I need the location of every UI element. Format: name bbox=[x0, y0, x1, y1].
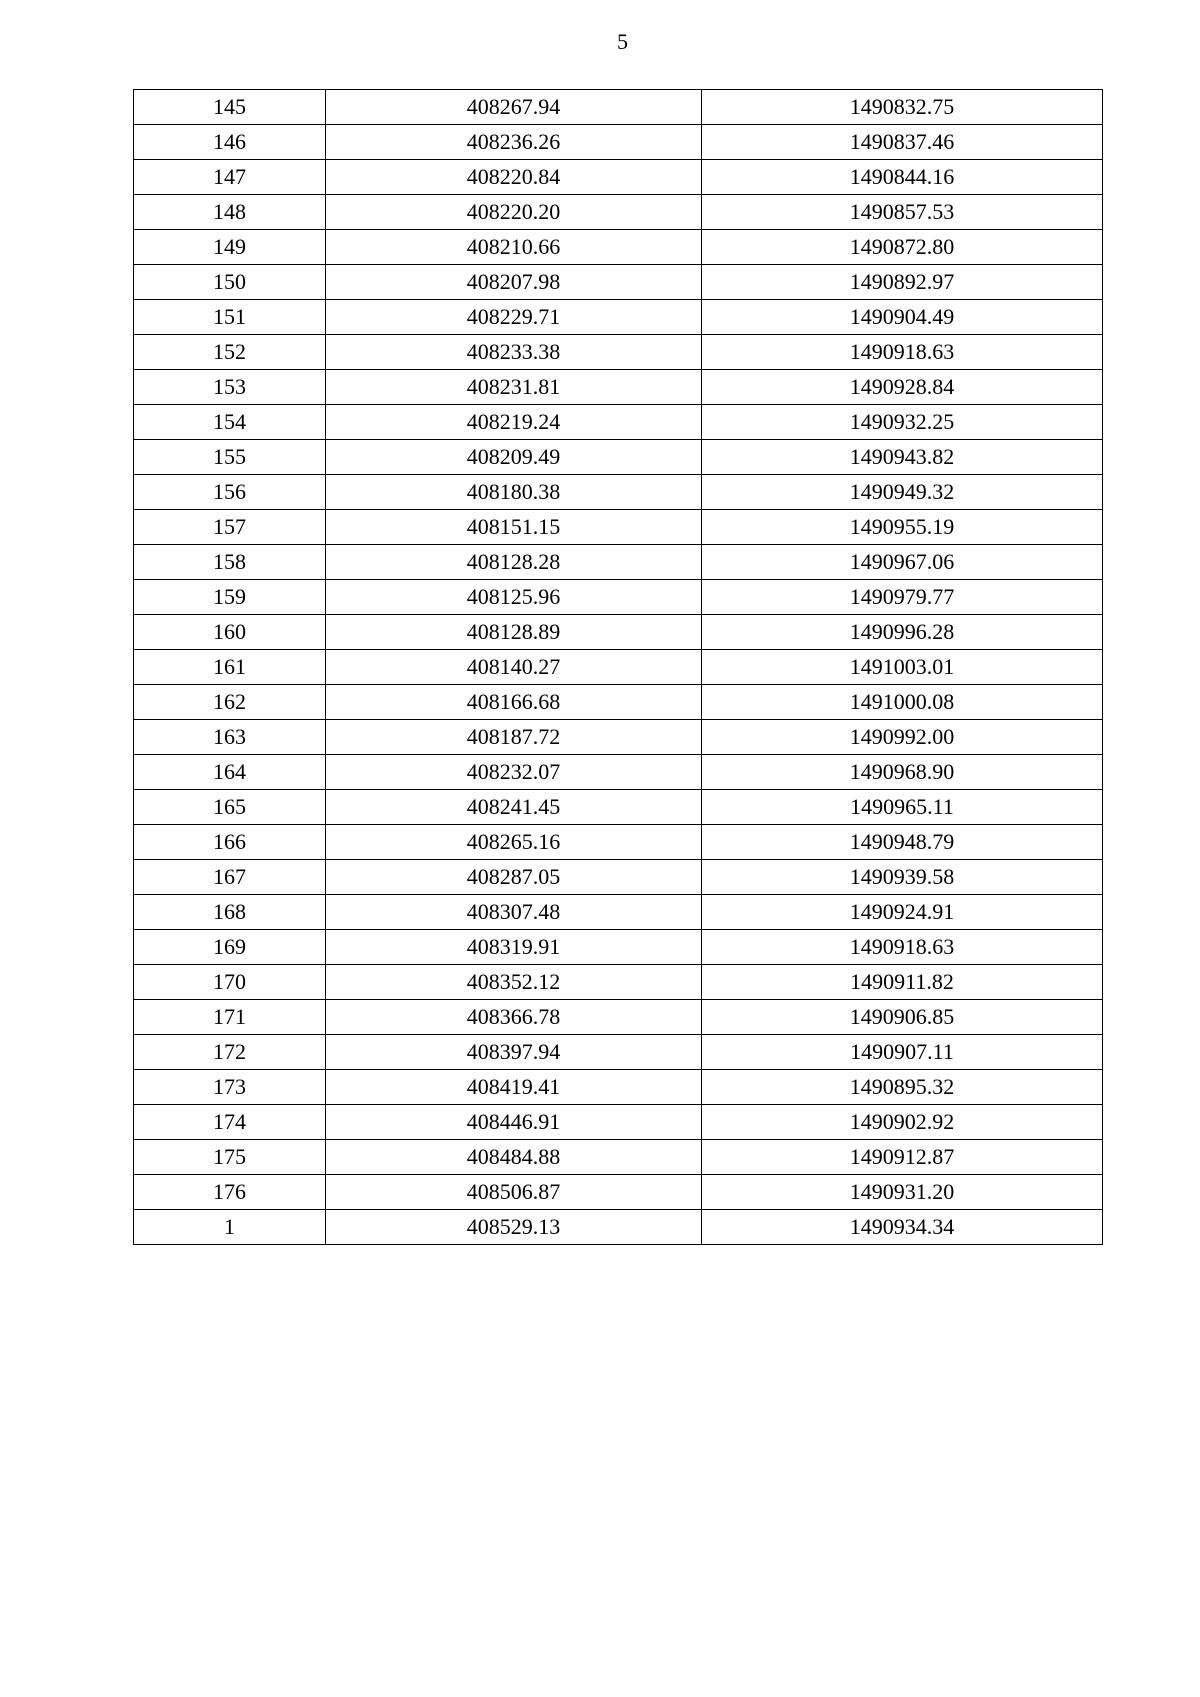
x-coordinate-cell: 408219.24 bbox=[326, 405, 702, 440]
point-number-cell: 175 bbox=[134, 1140, 326, 1175]
y-coordinate-cell: 1490844.16 bbox=[702, 160, 1103, 195]
point-number-cell: 157 bbox=[134, 510, 326, 545]
table-row bbox=[134, 1175, 1103, 1210]
table-row bbox=[134, 720, 1103, 755]
table-row bbox=[134, 1070, 1103, 1105]
point-number-cell: 156 bbox=[134, 475, 326, 510]
point-number-cell: 146 bbox=[134, 125, 326, 160]
x-coordinate-cell: 408125.96 bbox=[326, 580, 702, 615]
y-coordinate-cell: 1490904.49 bbox=[702, 300, 1103, 335]
point-number-cell: 155 bbox=[134, 440, 326, 475]
y-coordinate-cell: 1490906.85 bbox=[702, 1000, 1103, 1035]
table-row bbox=[134, 160, 1103, 195]
y-coordinate-cell: 1490837.46 bbox=[702, 125, 1103, 160]
table-row bbox=[134, 1140, 1103, 1175]
y-coordinate-cell: 1490967.06 bbox=[702, 545, 1103, 580]
x-coordinate-cell: 408265.16 bbox=[326, 825, 702, 860]
page-number: 5 bbox=[617, 29, 628, 54]
table-row bbox=[134, 860, 1103, 895]
point-number-cell: 153 bbox=[134, 370, 326, 405]
point-number-cell: 152 bbox=[134, 335, 326, 370]
point-number-cell: 172 bbox=[134, 1035, 326, 1070]
x-coordinate-cell: 408287.05 bbox=[326, 860, 702, 895]
y-coordinate-cell: 1490965.11 bbox=[702, 790, 1103, 825]
x-coordinate-cell: 408506.87 bbox=[326, 1175, 702, 1210]
table-row bbox=[134, 230, 1103, 265]
table-row bbox=[134, 685, 1103, 720]
x-coordinate-cell: 408207.98 bbox=[326, 265, 702, 300]
point-number-cell: 158 bbox=[134, 545, 326, 580]
y-coordinate-cell: 1490895.32 bbox=[702, 1070, 1103, 1105]
table-row bbox=[134, 755, 1103, 790]
table-row bbox=[134, 300, 1103, 335]
table-row bbox=[134, 90, 1103, 125]
point-number-cell: 160 bbox=[134, 615, 326, 650]
y-coordinate-cell: 1490934.34 bbox=[702, 1210, 1103, 1245]
y-coordinate-cell: 1490918.63 bbox=[702, 335, 1103, 370]
y-coordinate-cell: 1490949.32 bbox=[702, 475, 1103, 510]
point-number-cell: 1 bbox=[134, 1210, 326, 1245]
table-row bbox=[134, 615, 1103, 650]
x-coordinate-cell: 408220.84 bbox=[326, 160, 702, 195]
table-row bbox=[134, 440, 1103, 475]
point-number-cell: 161 bbox=[134, 650, 326, 685]
table-row bbox=[134, 825, 1103, 860]
y-coordinate-cell: 1491003.01 bbox=[702, 650, 1103, 685]
point-number-cell: 162 bbox=[134, 685, 326, 720]
x-coordinate-cell: 408352.12 bbox=[326, 965, 702, 1000]
table-row bbox=[134, 475, 1103, 510]
table-row bbox=[134, 510, 1103, 545]
x-coordinate-cell: 408166.68 bbox=[326, 685, 702, 720]
coordinates-table bbox=[133, 89, 1103, 1245]
table-row bbox=[134, 370, 1103, 405]
y-coordinate-cell: 1490907.11 bbox=[702, 1035, 1103, 1070]
y-coordinate-cell: 1490943.82 bbox=[702, 440, 1103, 475]
point-number-cell: 168 bbox=[134, 895, 326, 930]
y-coordinate-cell: 1490955.19 bbox=[702, 510, 1103, 545]
point-number-cell: 145 bbox=[134, 90, 326, 125]
x-coordinate-cell: 408128.28 bbox=[326, 545, 702, 580]
point-number-cell: 164 bbox=[134, 755, 326, 790]
coordinates-table-body bbox=[134, 90, 1103, 1245]
table-row bbox=[134, 650, 1103, 685]
x-coordinate-cell: 408128.89 bbox=[326, 615, 702, 650]
y-coordinate-cell: 1490948.79 bbox=[702, 825, 1103, 860]
x-coordinate-cell: 408446.91 bbox=[326, 1105, 702, 1140]
y-coordinate-cell: 1491000.08 bbox=[702, 685, 1103, 720]
x-coordinate-cell: 408267.94 bbox=[326, 90, 702, 125]
y-coordinate-cell: 1490939.58 bbox=[702, 860, 1103, 895]
x-coordinate-cell: 408151.15 bbox=[326, 510, 702, 545]
x-coordinate-cell: 408229.71 bbox=[326, 300, 702, 335]
x-coordinate-cell: 408419.41 bbox=[326, 1070, 702, 1105]
table-row bbox=[134, 195, 1103, 230]
point-number-cell: 165 bbox=[134, 790, 326, 825]
point-number-cell: 169 bbox=[134, 930, 326, 965]
point-number-cell: 176 bbox=[134, 1175, 326, 1210]
x-coordinate-cell: 408484.88 bbox=[326, 1140, 702, 1175]
x-coordinate-cell: 408220.20 bbox=[326, 195, 702, 230]
y-coordinate-cell: 1490902.92 bbox=[702, 1105, 1103, 1140]
point-number-cell: 163 bbox=[134, 720, 326, 755]
table-row bbox=[134, 1210, 1103, 1245]
y-coordinate-cell: 1490996.28 bbox=[702, 615, 1103, 650]
y-coordinate-cell: 1490979.77 bbox=[702, 580, 1103, 615]
x-coordinate-cell: 408366.78 bbox=[326, 1000, 702, 1035]
x-coordinate-cell: 408236.26 bbox=[326, 125, 702, 160]
y-coordinate-cell: 1490857.53 bbox=[702, 195, 1103, 230]
table-row bbox=[134, 265, 1103, 300]
table-row bbox=[134, 405, 1103, 440]
table-row bbox=[134, 335, 1103, 370]
y-coordinate-cell: 1490911.82 bbox=[702, 965, 1103, 1000]
x-coordinate-cell: 408233.38 bbox=[326, 335, 702, 370]
point-number-cell: 148 bbox=[134, 195, 326, 230]
point-number-cell: 174 bbox=[134, 1105, 326, 1140]
table-row bbox=[134, 895, 1103, 930]
point-number-cell: 166 bbox=[134, 825, 326, 860]
y-coordinate-cell: 1490918.63 bbox=[702, 930, 1103, 965]
x-coordinate-cell: 408319.91 bbox=[326, 930, 702, 965]
point-number-cell: 170 bbox=[134, 965, 326, 1000]
point-number-cell: 171 bbox=[134, 1000, 326, 1035]
table-row bbox=[134, 930, 1103, 965]
point-number-cell: 167 bbox=[134, 860, 326, 895]
y-coordinate-cell: 1490872.80 bbox=[702, 230, 1103, 265]
y-coordinate-cell: 1490931.20 bbox=[702, 1175, 1103, 1210]
table-row bbox=[134, 965, 1103, 1000]
y-coordinate-cell: 1490968.90 bbox=[702, 755, 1103, 790]
point-number-cell: 150 bbox=[134, 265, 326, 300]
x-coordinate-cell: 408180.38 bbox=[326, 475, 702, 510]
y-coordinate-cell: 1490932.25 bbox=[702, 405, 1103, 440]
x-coordinate-cell: 408241.45 bbox=[326, 790, 702, 825]
point-number-cell: 173 bbox=[134, 1070, 326, 1105]
x-coordinate-cell: 408397.94 bbox=[326, 1035, 702, 1070]
y-coordinate-cell: 1490992.00 bbox=[702, 720, 1103, 755]
table-row bbox=[134, 580, 1103, 615]
x-coordinate-cell: 408210.66 bbox=[326, 230, 702, 265]
point-number-cell: 159 bbox=[134, 580, 326, 615]
y-coordinate-cell: 1490832.75 bbox=[702, 90, 1103, 125]
y-coordinate-cell: 1490928.84 bbox=[702, 370, 1103, 405]
table-row bbox=[134, 1035, 1103, 1070]
point-number-cell: 149 bbox=[134, 230, 326, 265]
x-coordinate-cell: 408187.72 bbox=[326, 720, 702, 755]
table-row bbox=[134, 125, 1103, 160]
y-coordinate-cell: 1490924.91 bbox=[702, 895, 1103, 930]
point-number-cell: 151 bbox=[134, 300, 326, 335]
x-coordinate-cell: 408529.13 bbox=[326, 1210, 702, 1245]
x-coordinate-cell: 408307.48 bbox=[326, 895, 702, 930]
x-coordinate-cell: 408209.49 bbox=[326, 440, 702, 475]
x-coordinate-cell: 408140.27 bbox=[326, 650, 702, 685]
point-number-cell: 154 bbox=[134, 405, 326, 440]
table-row bbox=[134, 1105, 1103, 1140]
y-coordinate-cell: 1490892.97 bbox=[702, 265, 1103, 300]
y-coordinate-cell: 1490912.87 bbox=[702, 1140, 1103, 1175]
table-row bbox=[134, 790, 1103, 825]
table-row bbox=[134, 1000, 1103, 1035]
point-number-cell: 147 bbox=[134, 160, 326, 195]
table-row bbox=[134, 545, 1103, 580]
x-coordinate-cell: 408232.07 bbox=[326, 755, 702, 790]
x-coordinate-cell: 408231.81 bbox=[326, 370, 702, 405]
